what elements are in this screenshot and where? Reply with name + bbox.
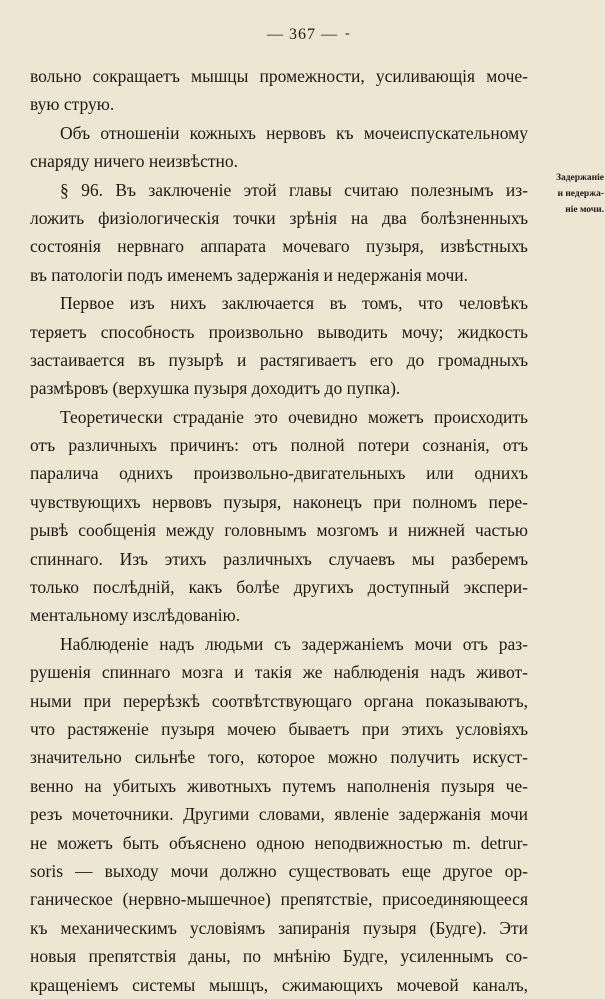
text-line: § 96. Въ заключеніе этой главы считаю полезнымъ из- bbox=[60, 179, 528, 200]
text-line: Наблюденіе надъ людьми съ задержаніемъ мочи отъ раз- bbox=[60, 633, 528, 654]
text-line: въ патологіи подъ именемъ задержанія и недержанія мочи. bbox=[30, 264, 469, 285]
text-line: Теоретически страданіе это очевидно можетъ происходить bbox=[60, 406, 528, 427]
text-line: soris — выходу мочи должно существовать еще другое ор- bbox=[30, 860, 528, 881]
text-line: только послѣдній, какъ болѣе другихъ доступный экспери- bbox=[30, 577, 528, 598]
text-line: Объ отношеніи кожныхъ нервовъ къ мочеиспускательному bbox=[60, 122, 528, 143]
text-line: не можетъ быть объяснено одною неподвижностью m. detrur- bbox=[30, 832, 528, 853]
text-line: кращеніемъ системы мышцъ, сжимающихъ мочевой каналъ, bbox=[30, 974, 528, 995]
text-line: снаряду ничего неизвѣстно. bbox=[30, 151, 238, 172]
text-line: ложить физіологическія точки зрѣнія на два болѣзненныхъ bbox=[30, 207, 528, 228]
text-line: вую струю. bbox=[30, 94, 115, 115]
text-line: размѣровъ (верхушка пузыря доходитъ до пупка). bbox=[30, 378, 401, 399]
text-line: венно на убитыхъ животныхъ путемъ наполненія пузыря че- bbox=[30, 775, 528, 796]
margin-note-line: и недержа- bbox=[557, 189, 604, 199]
text-line: паралича одниxъ произвольно-двигательныхъ или одниxъ bbox=[30, 463, 528, 484]
text-line: значительно сильнѣе того, которое можно получить искуст- bbox=[30, 747, 528, 768]
text-line: ными при перерѣзкѣ соотвѣтствующаго органа показываютъ, bbox=[30, 690, 528, 711]
text-line: чувствующихъ нервовъ пузыря, наконецъ при полномъ пере- bbox=[30, 491, 528, 512]
text-line: резъ мочеточники. Другими словами, явленіе задержанія мочи bbox=[30, 804, 528, 825]
text-line: отъ различныхъ причинъ: отъ полной потери сознанія, отъ bbox=[30, 435, 528, 456]
page-mark: - bbox=[345, 26, 350, 41]
text-line: состоянія нервнаго аппарата мочеваго пузыря, извѣстныхъ bbox=[30, 236, 528, 257]
text-line: вольно сокращаетъ мышцы промежности, усиливающія моче- bbox=[30, 66, 528, 86]
text-line: ганическое (нервно-мышечное) препятствіе, присоединяющееся bbox=[30, 889, 528, 910]
text-line: ментальному изслѣдованію. bbox=[30, 605, 241, 626]
text-line: что растяженіе пузыря мочею бываетъ при этихъ условіяхъ bbox=[30, 718, 528, 739]
text-line: теряетъ способность произвольно выводить мочу; жидкость bbox=[30, 321, 528, 342]
text-line: къ механическимъ условіямъ запиранія пузыря (Будге). Эти bbox=[30, 917, 528, 938]
body-text bbox=[30, 62, 528, 999]
text-line: рушенія спиннаго мозга и такія же наблюденія надъ живот- bbox=[30, 662, 528, 683]
text-line: рывѣ сообщенія между головнымъ мозгомъ и нижней частью bbox=[30, 520, 528, 541]
text-line: Первое изъ нихъ заключается въ томъ, что человѣкъ bbox=[60, 293, 528, 314]
margin-note bbox=[532, 170, 604, 218]
margin-note-line: ніе мочи. bbox=[565, 205, 604, 215]
text-line: застаивается въ пузырѣ и растягиваетъ его до громадныхъ bbox=[30, 349, 528, 370]
margin-note-line: Задержаніе bbox=[555, 173, 604, 183]
text-line: новыя препятствія даны, по мнѣнію Будге, усиленнымъ со- bbox=[30, 946, 528, 967]
page-number: — 367 — bbox=[267, 26, 338, 43]
text-line: спиннаго. Изъ этихъ различныхъ случаевъ мы разберемъ bbox=[30, 548, 528, 569]
